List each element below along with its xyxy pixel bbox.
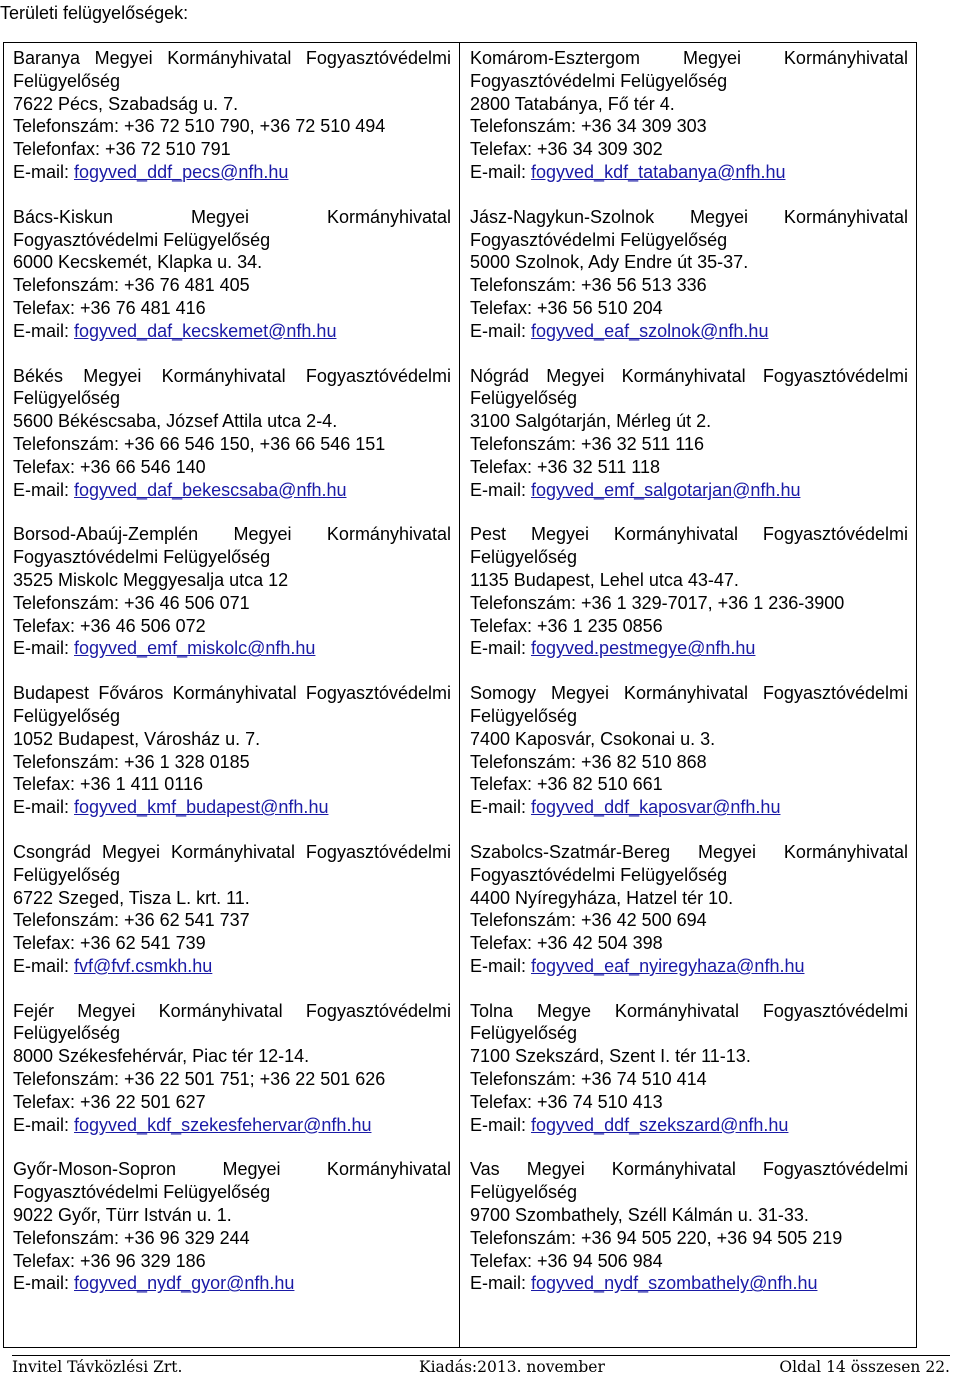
email-label: E-mail: (470, 955, 532, 976)
office-entry (13, 523, 451, 660)
office-phone: Telefonszám: +36 32 511 116 (470, 433, 704, 454)
email-link[interactable]: fogyved_kmf_budapest@nfh.hu (74, 797, 329, 818)
office-name: Tolna Megye Kormányhivatal Fogyasztóvédelmi Felügyelőség (470, 1000, 908, 1044)
office-phone: Telefonszám: +36 66 546 150, +36 66 546 151 (13, 433, 386, 454)
office-name: Komárom-Esztergom Megyei Kormányhivatal Fogyasztóvédelmi Felügyelőség (470, 48, 908, 91)
office-address: 3525 Miskolc Meggyesalja utca 12 (13, 569, 289, 590)
office-name: Vas Megyei Kormányhivatal Fogyasztóvédelmi Felügyelőség (470, 1159, 908, 1203)
left-column (4, 43, 460, 1347)
email-link[interactable]: fogyved_ddf_kaposvar@nfh.hu (531, 797, 781, 818)
office-phone: Telefonszám: +36 82 510 868 (470, 751, 707, 772)
office-name: Bács-Kiskun Megyei Kormányhivatal Fogyasztóvédelmi Felügyelőség (13, 206, 451, 250)
email-label: E-mail: (13, 320, 75, 341)
office-entry (470, 682, 908, 819)
office-entry (13, 206, 451, 343)
office-phone: Telefonszám: +36 1 328 0185 (13, 751, 250, 772)
email-link[interactable]: fogyved_ddf_szekszard@nfh.hu (531, 1114, 789, 1135)
office-name: Jász-Nagykun-Szolnok Megyei Kormányhivatal Fogyasztóvédelmi Felügyelőség (470, 206, 908, 250)
office-email-row (13, 1272, 451, 1295)
office-name: Budapest Főváros Kormányhivatal Fogyasztóvédelmi Felügyelőség (13, 683, 451, 726)
office-email-row (470, 479, 908, 502)
email-label: E-mail: (13, 1114, 75, 1135)
email-link[interactable]: fogyved_emf_salgotarjan@nfh.hu (531, 479, 801, 500)
office-email-row (470, 320, 908, 343)
office-address: 2800 Tatabánya, Fő tér 4. (470, 93, 675, 114)
office-name: Győr-Moson-Sopron Megyei Kormányhivatal Fogyasztóvédelmi Felügyelőség (13, 1159, 451, 1203)
office-phone: Telefonszám: +36 56 513 336 (470, 275, 707, 296)
office-fax: Telefax: +36 32 511 118 (470, 456, 660, 477)
office-email-row (470, 1272, 908, 1295)
email-link[interactable]: fogyved_kdf_szekesfehervar@nfh.hu (74, 1114, 372, 1135)
office-address: 1052 Budapest, Városház u. 7. (13, 728, 261, 749)
email-label: E-mail: (13, 479, 75, 500)
email-label: E-mail: (13, 797, 75, 818)
office-entry (470, 523, 908, 660)
office-entry (470, 206, 908, 343)
office-entry (470, 1158, 908, 1295)
email-label: E-mail: (470, 1273, 532, 1294)
page-heading: Területi felügyelőségek: (0, 3, 189, 23)
office-name: Nógrád Megyei Kormányhivatal Fogyasztóvédelmi Felügyelőség (470, 365, 908, 409)
office-entry (13, 47, 451, 184)
office-email-row (470, 796, 908, 819)
office-address: 4400 Nyíregyháza, Hatzel tér 10. (470, 887, 734, 908)
email-label: E-mail: (13, 1273, 75, 1294)
office-email-row (13, 637, 451, 660)
office-fax: Telefax: +36 76 481 416 (13, 297, 206, 318)
email-link[interactable]: fvf@fvf.csmkh.hu (74, 955, 213, 976)
office-address: 6722 Szeged, Tisza L. krt. 11. (13, 887, 250, 908)
office-entry (13, 841, 451, 978)
email-link[interactable]: fogyved_eaf_nyiregyhaza@nfh.hu (531, 955, 805, 976)
email-link[interactable]: fogyved_ddf_pecs@nfh.hu (74, 161, 289, 182)
office-entry (13, 365, 451, 502)
office-entry (13, 1000, 451, 1137)
office-fax: Telefax: +36 82 510 661 (470, 774, 663, 795)
email-label: E-mail: (470, 479, 532, 500)
email-label: E-mail: (13, 955, 75, 976)
office-phone: Telefonszám: +36 34 309 303 (470, 116, 707, 137)
office-name: Pest Megyei Kormányhivatal Fogyasztóvédelmi Felügyelőség (470, 524, 908, 568)
office-phone: Telefonszám: +36 74 510 414 (470, 1069, 707, 1090)
office-address: 7622 Pécs, Szabadság u. 7. (13, 93, 239, 114)
office-address: 7100 Szekszárd, Szent I. tér 11-13. (470, 1046, 751, 1067)
office-fax: Telefax: +36 42 504 398 (470, 933, 663, 954)
office-address: 9022 Győr, Türr István u. 1. (13, 1205, 232, 1226)
email-link[interactable]: fogyved_nydf_szombathely@nfh.hu (531, 1273, 818, 1294)
office-email-row (13, 796, 451, 819)
right-column (460, 43, 916, 1347)
office-name: Fejér Megyei Kormányhivatal Fogyasztóvédelmi Felügyelőség (13, 1000, 451, 1044)
office-fax: Telefax: +36 74 510 413 (470, 1091, 663, 1112)
office-phone: Telefonszám: +36 1 329-7017, +36 1 236-3900 (470, 592, 845, 613)
email-label: E-mail: (13, 638, 75, 659)
office-email-row (13, 955, 451, 978)
office-fax: Telefax: +36 94 506 984 (470, 1250, 663, 1271)
office-email-row (470, 955, 908, 978)
email-label: E-mail: (470, 797, 532, 818)
office-email-row (470, 1114, 908, 1137)
office-email-row (13, 479, 451, 502)
email-link[interactable]: fogyved_nydf_gyor@nfh.hu (74, 1273, 295, 1294)
office-phone: Telefonszám: +36 62 541 737 (13, 910, 250, 931)
office-fax: Telefax: +36 56 510 204 (470, 297, 663, 318)
office-phone: Telefonszám: +36 22 501 751; +36 22 501 626 (13, 1069, 386, 1090)
footer-company: Invitel Távközlési Zrt. (12, 1358, 183, 1376)
email-label: E-mail: (470, 320, 532, 341)
email-link[interactable]: fogyved_daf_bekescsaba@nfh.hu (74, 479, 347, 500)
office-fax: Telefonfax: +36 72 510 791 (13, 139, 231, 160)
email-link[interactable]: fogyved_eaf_szolnok@nfh.hu (531, 320, 769, 341)
email-link[interactable]: fogyved_kdf_tatabanya@nfh.hu (531, 161, 786, 182)
office-fax: Telefax: +36 1 411 0116 (13, 774, 203, 795)
office-email-row (13, 1114, 451, 1137)
office-fax: Telefax: +36 34 309 302 (470, 139, 663, 160)
office-name: Baranya Megyei Kormányhivatal Fogyasztóvédelmi Felügyelőség (13, 48, 451, 91)
office-name: Szabolcs-Szatmár-Bereg Megyei Kormányhivatal Fogyasztóvédelmi Felügyelőség (470, 841, 908, 885)
email-label: E-mail: (470, 1114, 532, 1135)
office-address: 8000 Székesfehérvár, Piac tér 12-14. (13, 1046, 310, 1067)
office-address: 3100 Salgótarján, Mérleg út 2. (470, 411, 712, 432)
office-name: Csongrád Megyei Kormányhivatal Fogyasztóvédelmi Felügyelőség (13, 841, 451, 885)
office-fax: Telefax: +36 66 546 140 (13, 456, 206, 477)
office-fax: Telefax: +36 1 235 0856 (470, 615, 663, 636)
office-email-row (470, 637, 908, 660)
office-fax: Telefax: +36 96 329 186 (13, 1250, 206, 1271)
office-fax: Telefax: +36 62 541 739 (13, 933, 206, 954)
office-entry (13, 682, 451, 819)
office-fax: Telefax: +36 46 506 072 (13, 615, 206, 636)
office-email-row (13, 161, 451, 184)
email-link[interactable]: fogyved_daf_kecskemet@nfh.hu (74, 320, 337, 341)
office-name: Borsod-Abaúj-Zemplén Megyei Kormányhivatal Fogyasztóvédelmi Felügyelőség (13, 524, 451, 568)
office-entry (470, 1000, 908, 1137)
office-email-row (470, 161, 908, 184)
office-phone: Telefonszám: +36 76 481 405 (13, 275, 250, 296)
office-name: Somogy Megyei Kormányhivatal Fogyasztóvédelmi Felügyelőség (470, 683, 908, 726)
office-phone: Telefonszám: +36 46 506 071 (13, 592, 250, 613)
office-address: 1135 Budapest, Lehel utca 43-47. (470, 569, 739, 590)
office-address: 5000 Szolnok, Ady Endre út 35-37. (470, 252, 749, 273)
office-phone: Telefonszám: +36 72 510 790, +36 72 510 494 (13, 116, 386, 137)
office-name: Békés Megyei Kormányhivatal Fogyasztóvédelmi Felügyelőség (13, 365, 451, 409)
footer-edition: Kiadás:2013. november (419, 1358, 605, 1376)
office-entry (470, 365, 908, 502)
office-entry (470, 47, 908, 184)
office-fax: Telefax: +36 22 501 627 (13, 1091, 206, 1112)
email-link[interactable]: fogyved.pestmegye@nfh.hu (531, 638, 756, 659)
email-label: E-mail: (470, 161, 532, 182)
office-entry (470, 841, 908, 978)
email-label: E-mail: (470, 638, 532, 659)
email-label: E-mail: (13, 161, 75, 182)
email-link[interactable]: fogyved_emf_miskolc@nfh.hu (74, 638, 316, 659)
office-address: 7400 Kaposvár, Csokonai u. 3. (470, 728, 716, 749)
office-entry (13, 1158, 451, 1295)
footer-page-number: Oldal 14 összesen 22. (779, 1358, 950, 1376)
office-phone: Telefonszám: +36 94 505 220, +36 94 505 219 (470, 1227, 843, 1248)
page-footer (12, 1355, 950, 1378)
office-email-row (13, 320, 451, 343)
office-address: 9700 Szombathely, Széll Kálmán u. 31-33. (470, 1205, 809, 1226)
office-phone: Telefonszám: +36 96 329 244 (13, 1227, 250, 1248)
office-phone: Telefonszám: +36 42 500 694 (470, 910, 707, 931)
office-address: 5600 Békéscsaba, József Attila utca 2-4. (13, 411, 338, 432)
office-table (3, 42, 917, 1348)
office-address: 6000 Kecskemét, Klapka u. 34. (13, 252, 263, 273)
